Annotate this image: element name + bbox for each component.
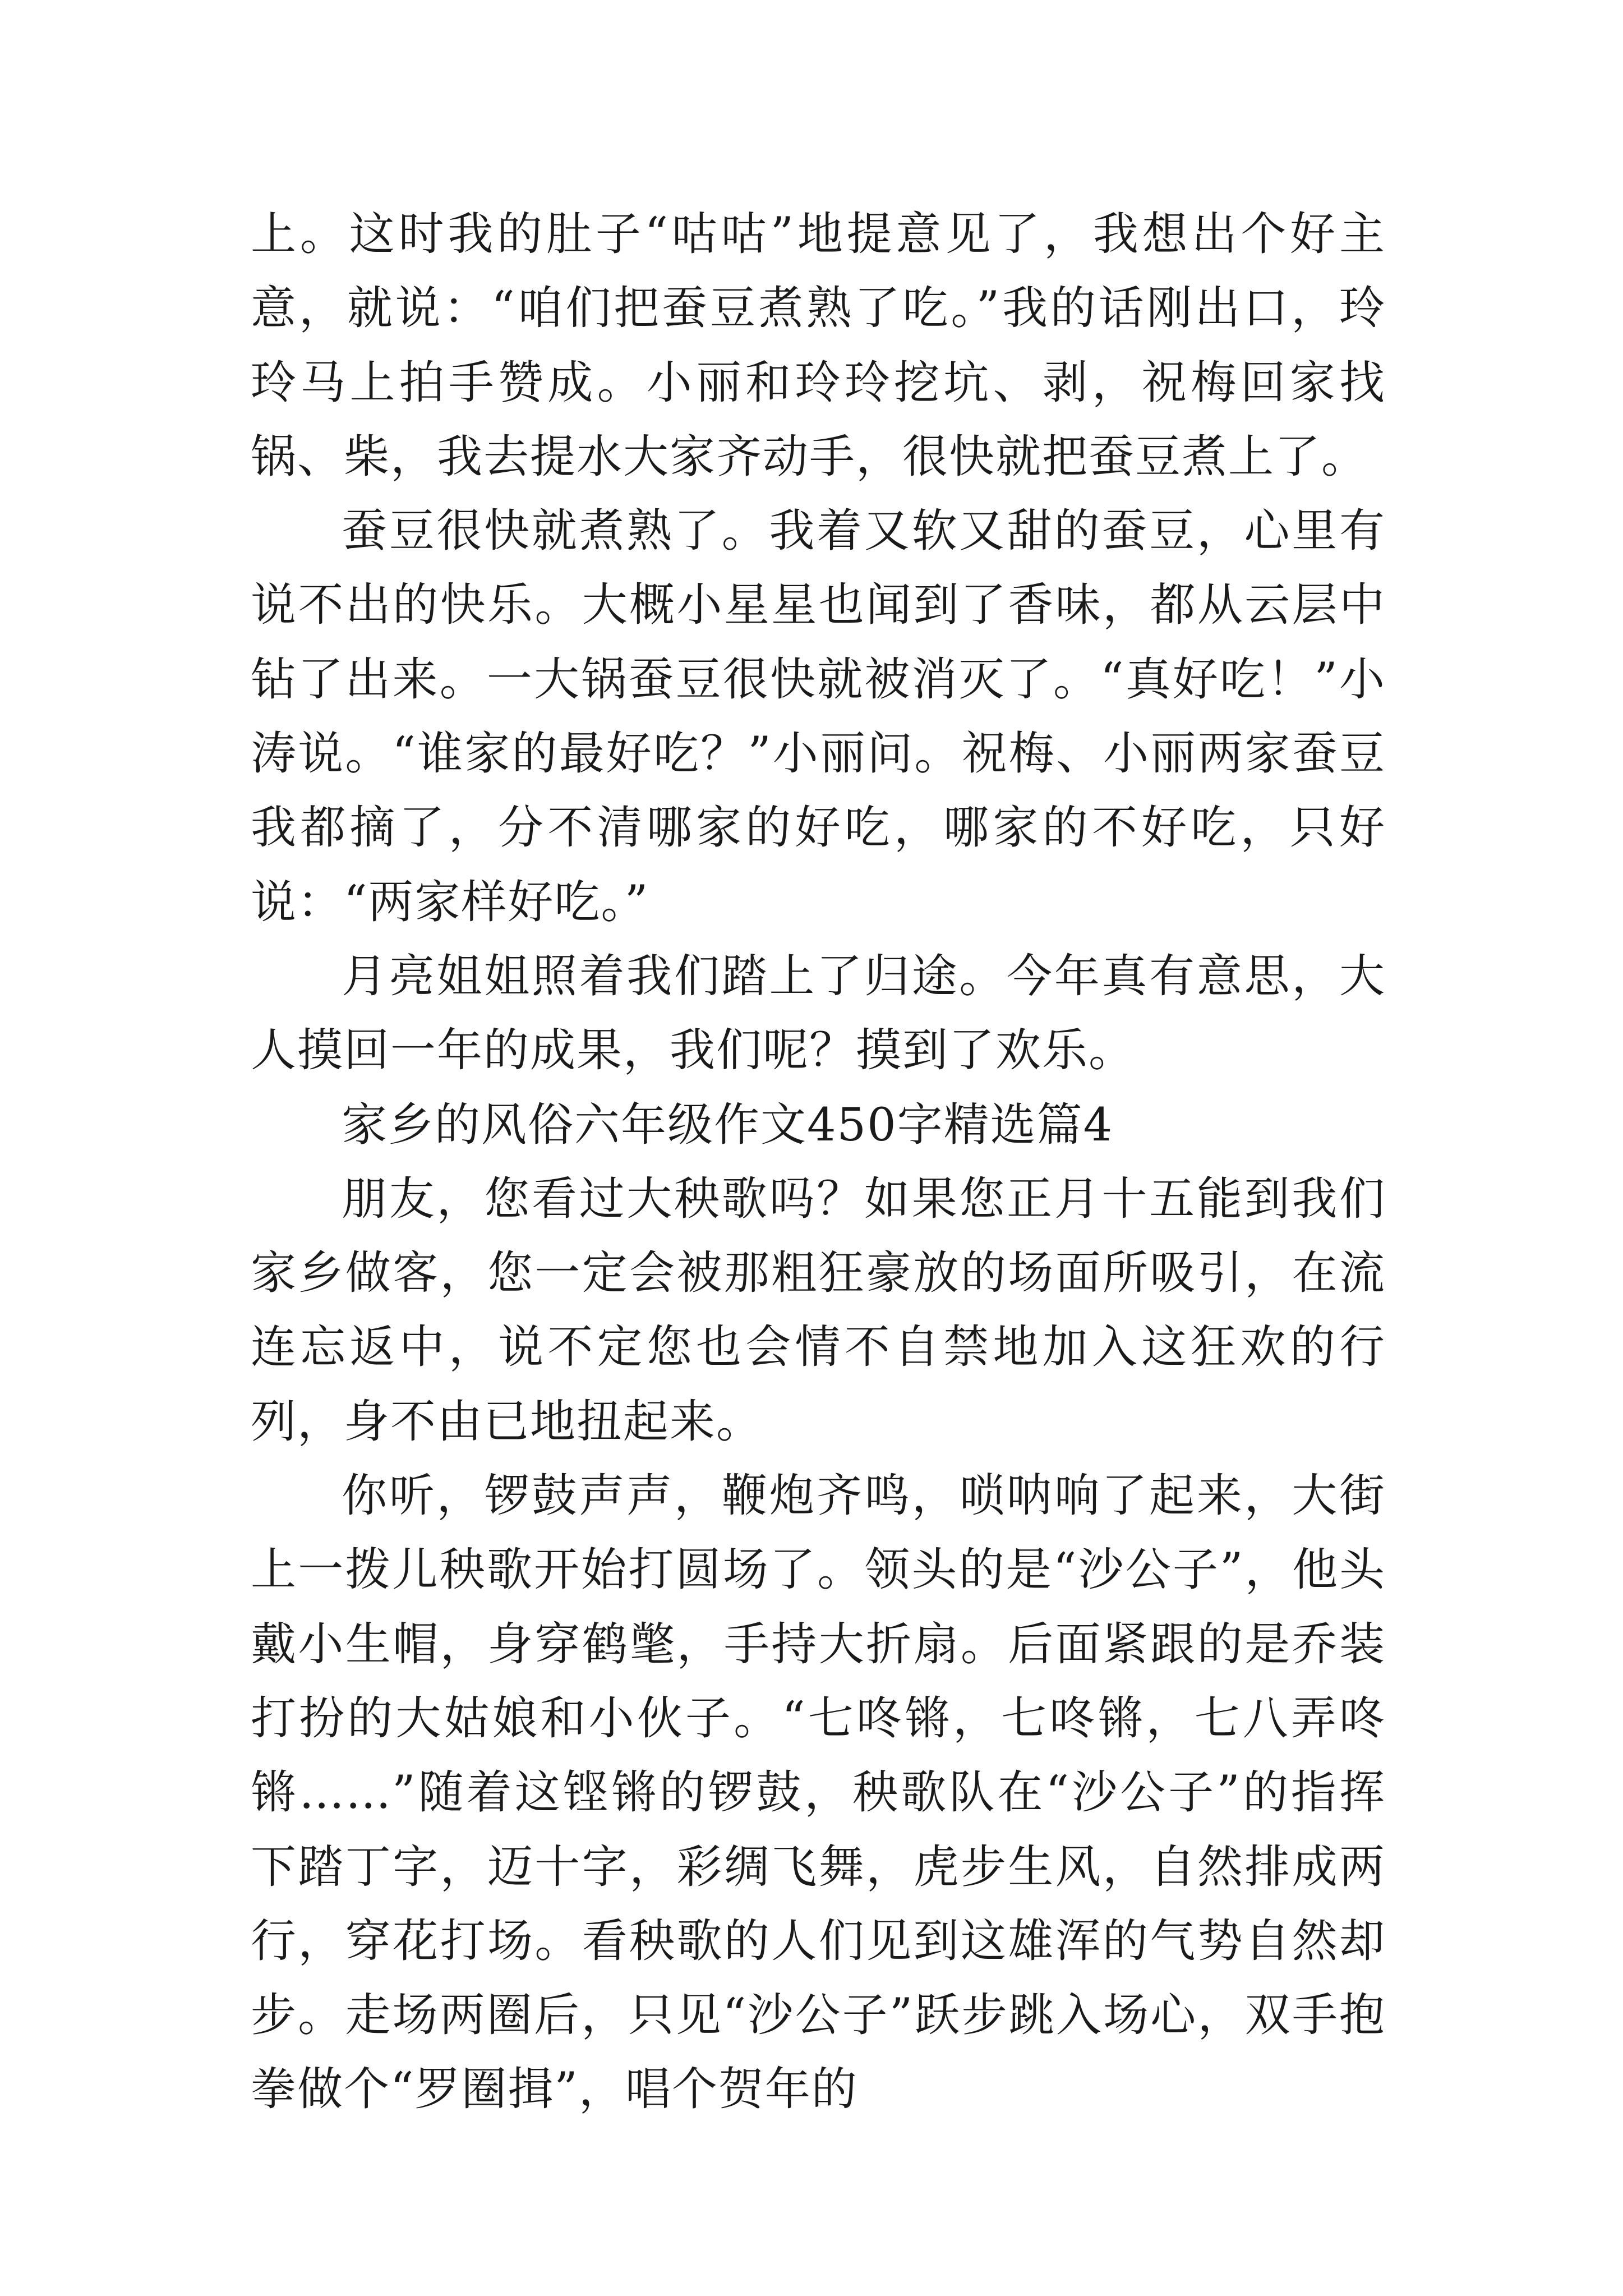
paragraph-yangge-intro: 朋友，您看过大秧歌吗？如果您正月十五能到我们家乡做客，您一定会被那粗狂豪放的场面所吸引，在流连忘返中，说不定您也会情不自禁地加入这狂欢的行列，身不由已地扭起来。	[251, 1172, 1386, 1448]
section-heading: 家乡的风俗六年级作文450字精选篇4	[342, 1098, 1114, 1152]
paragraph-continuation: 上。这时我的肚子“咕咕”地提意见了，我想出个好主意，就说：“咱们把蚕豆煮熟了吃。”我的话刚出口，玲玲马上拍手赞成。小丽和玲玲挖坑、剥，祝梅回家找锅、柴，我去提水大家齐动手，很快就把蚕豆煮上了。	[251, 208, 1386, 484]
paragraph-yangge-performance: 你听，锣鼓声声，鞭炮齐鸣，唢呐响了起来，大街上一拨儿秧歌开始打圆场了。领头的是“沙公子”，他头戴小生帽，身穿鹤氅，手持大折扇。后面紧跟的是乔装打扮的大姑娘和小伙子。“七咚锵，七咚锵，七八弄咚锵……”随着这铿锵的锣鼓，秧歌队在“沙公子”的指挥下踏丁字，迈十字，彩绸飞舞，虎步生风，自然排成两行，穿花打场。看秧歌的人们见到这雄浑的气势自然却步。走场两圈后，只见“沙公子”跃步跳入场心，双手抱拳做个“罗圈揖”，唱个贺年的	[251, 1470, 1386, 2116]
paragraph-cooking-beans: 蚕豆很快就煮熟了。我着又软又甜的蚕豆，心里有说不出的快乐。大概小星星也闻到了香味，都从云层中钻了出来。一大锅蚕豆很快就被消灭了。“真好吃！”小涛说。“谁家的最好吃？”小丽问。祝梅、小丽两家蚕豆我都摘了，分不清哪家的好吃，哪家的不好吃，只好说：“两家样好吃。”	[251, 505, 1386, 929]
paragraph-return-home: 月亮姐姐照着我们踏上了归途。今年真有意思，大人摸回一年的成果，我们呢？摸到了欢乐。	[251, 950, 1386, 1078]
document-body	[251, 197, 1386, 2127]
